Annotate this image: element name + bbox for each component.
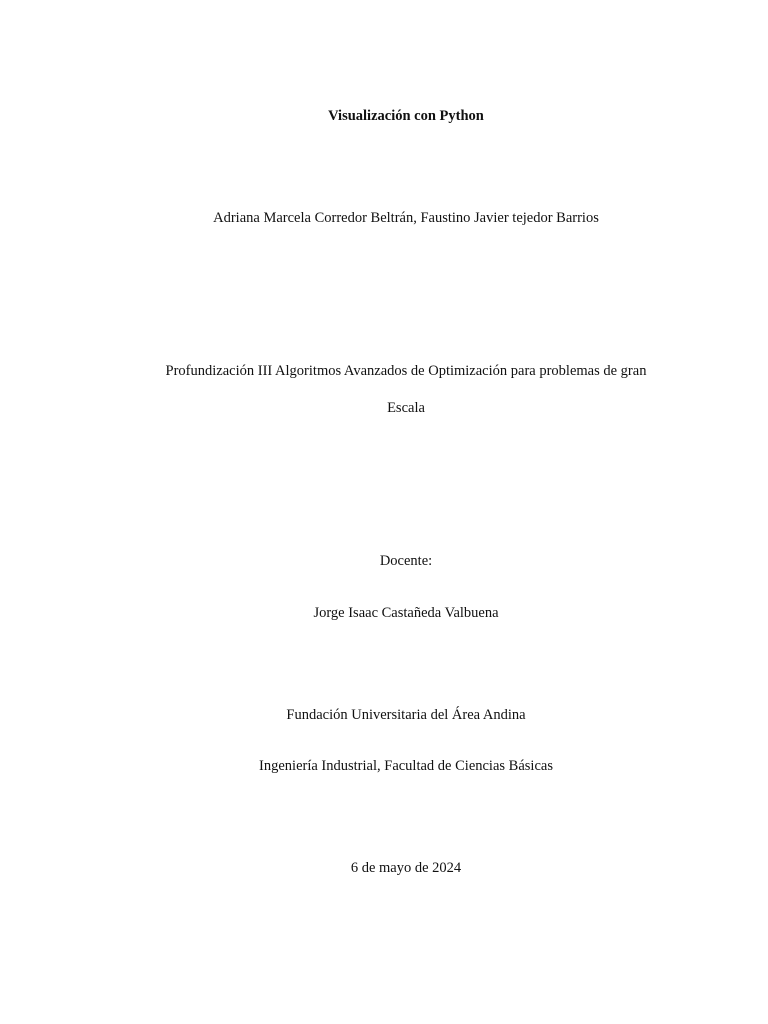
institution-name: Fundación Universitaria del Área Andina: [286, 707, 526, 723]
authors: Adriana Marcela Corredor Beltrán, Faustino Javier tejedor Barrios: [213, 210, 599, 226]
course-name-line-1: Profundización III Algoritmos Avanzados de Optimización para problemas de gran: [165, 363, 647, 379]
document-title: Visualización con Python: [328, 108, 484, 124]
teacher-name: Jorge Isaac Castañeda Valbuena: [313, 605, 499, 621]
program-name: Ingeniería Industrial, Facultad de Ciencias Básicas: [259, 758, 553, 774]
teacher-label: Docente:: [379, 553, 433, 569]
course-name-line-2: Escala: [387, 400, 425, 416]
document-date: 6 de mayo de 2024: [350, 860, 462, 876]
